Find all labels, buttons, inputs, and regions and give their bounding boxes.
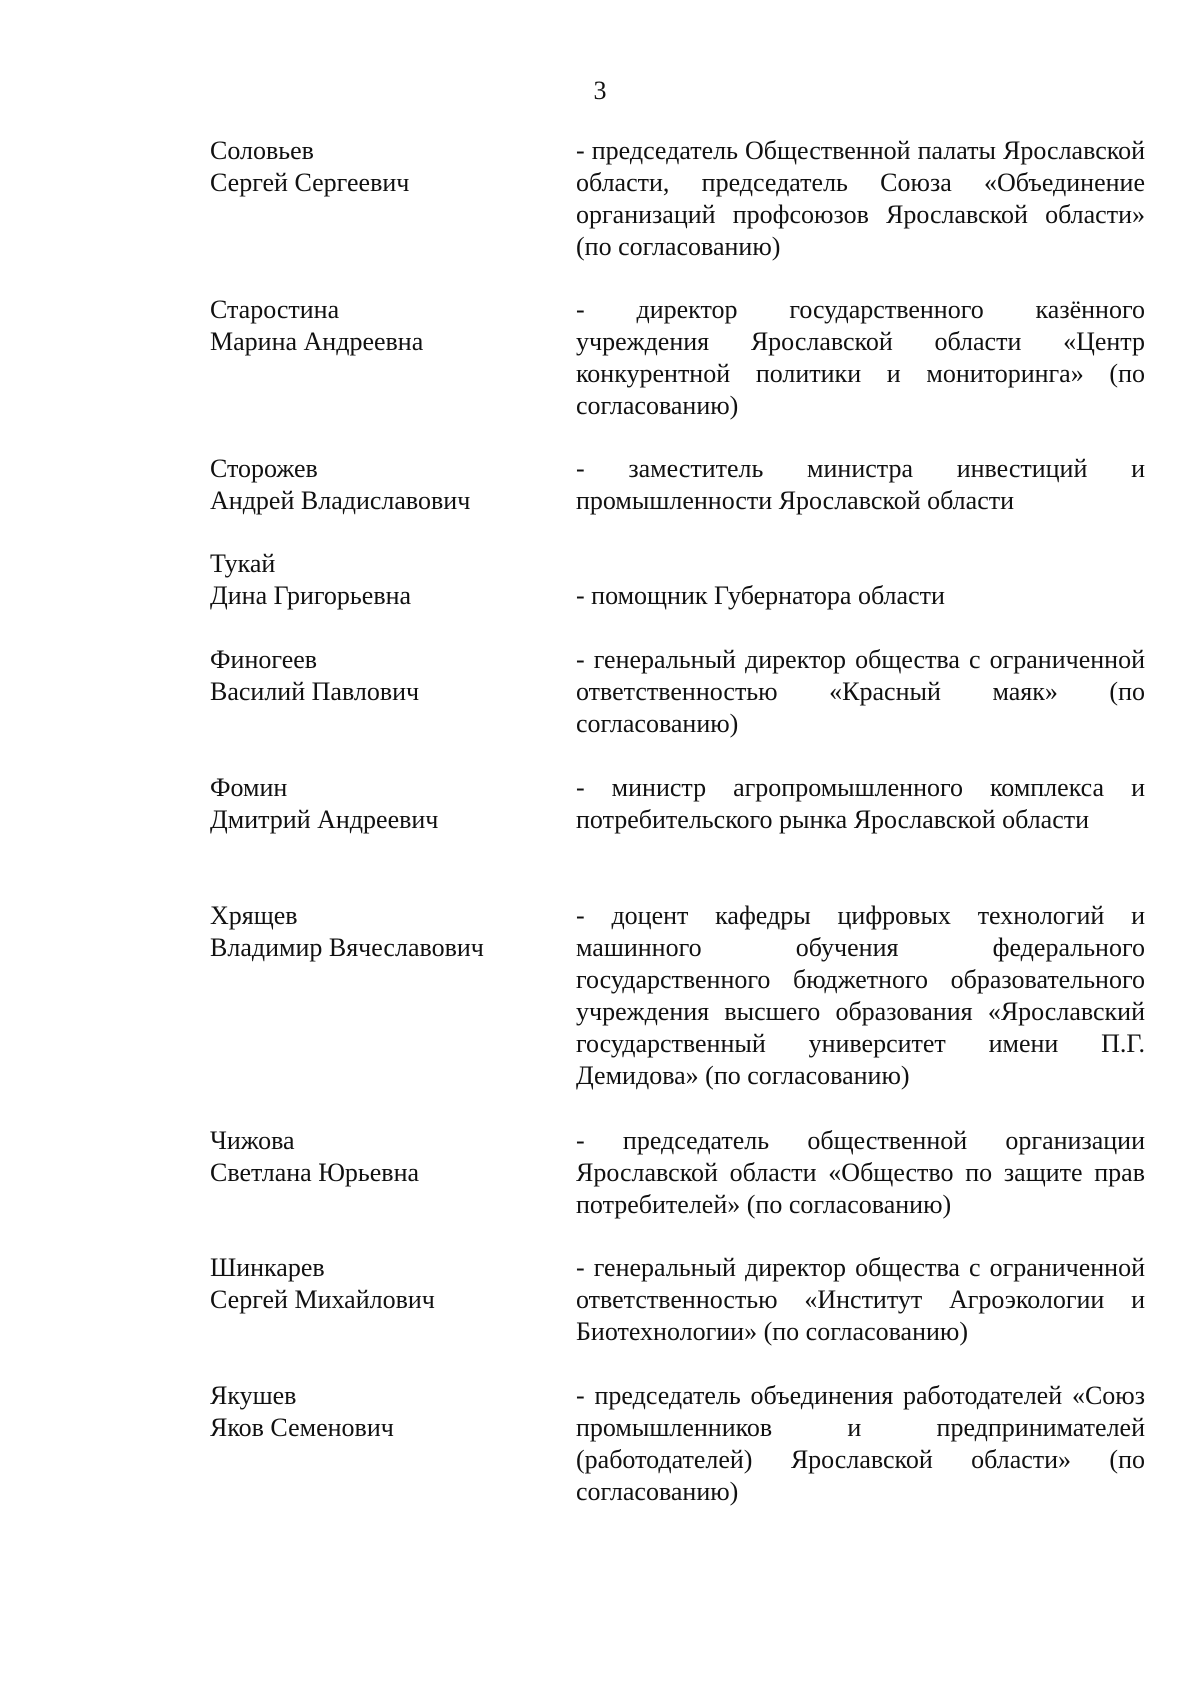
member-surname: Старостина: [210, 295, 340, 324]
member-given-names: Светлана Юрьевна: [210, 1158, 420, 1187]
member-given-names: Марина Андреевна: [210, 327, 424, 356]
member-surname: Шинкарев: [210, 1253, 325, 1282]
member-name: [210, 548, 550, 612]
member-name: [210, 644, 550, 708]
member-role: - помощник Губернатора области: [576, 581, 945, 610]
member-name: [210, 772, 550, 836]
member-role: - генеральный директор общества с ограниченной ответственностью «Красный маяк» (по согласованию): [576, 645, 1145, 738]
member-given-names: Сергей Сергеевич: [210, 168, 410, 197]
member-role: - директор государственного казённого учреждения Ярославской области «Центр конкурентной политики и мониторинга» (по согласованию): [576, 295, 1145, 420]
member-surname: Якушев: [210, 1381, 297, 1410]
member-surname: Тукай: [210, 549, 276, 578]
member-role: - председатель общественной организации Ярославской области «Общество по защите прав потребителей» (по согласованию): [576, 1126, 1145, 1219]
member-given-names: Василий Павлович: [210, 677, 420, 706]
member-name: [210, 900, 550, 964]
member-name: [210, 453, 550, 517]
member-name: [210, 1252, 550, 1316]
member-surname: Соловьев: [210, 136, 314, 165]
member-surname: Сторожев: [210, 454, 318, 483]
member-role: - министр агропромышленного комплекса и потребительского рынка Ярославской области: [576, 773, 1145, 834]
member-surname: Хрящев: [210, 901, 298, 930]
member-given-names: Яков Семенович: [210, 1413, 394, 1442]
member-role: - генеральный директор общества с ограниченной ответственностью «Институт Агроэкологии и Биотехнологии» (по согласованию): [576, 1253, 1145, 1346]
member-surname: Чижова: [210, 1126, 295, 1155]
member-given-names: Сергей Михайлович: [210, 1285, 435, 1314]
member-name: [210, 135, 550, 199]
member-name: [210, 1125, 550, 1189]
member-role: - заместитель министра инвестиций и промышленности Ярославской области: [576, 454, 1145, 515]
member-role: - доцент кафедры цифровых технологий и машинного обучения федерального государственного бюджетного образовательного учреждения высшего образования «Ярославский государственный университет имени П.Г. Демидова» (по согласованию): [576, 901, 1145, 1090]
member-name: [210, 1380, 550, 1444]
member-role: - председатель Общественной палаты Ярославской области, председатель Союза «Объединение организаций профсоюзов Ярославской области» (по согласованию): [576, 136, 1145, 261]
member-surname: Фомин: [210, 773, 288, 802]
member-given-names: Дина Григорьевна: [210, 581, 412, 610]
member-given-names: Владимир Вячеславович: [210, 933, 484, 962]
member-surname: Финогеев: [210, 645, 318, 674]
member-name: [210, 294, 550, 358]
member-role: - председатель объединения работодателей «Союз промышленников и предпринимателей (работодателей) Ярославской области» (по согласованию): [576, 1381, 1145, 1506]
member-given-names: Дмитрий Андреевич: [210, 805, 439, 834]
page-number: 3: [593, 76, 607, 105]
member-given-names: Андрей Владиславович: [210, 486, 471, 515]
